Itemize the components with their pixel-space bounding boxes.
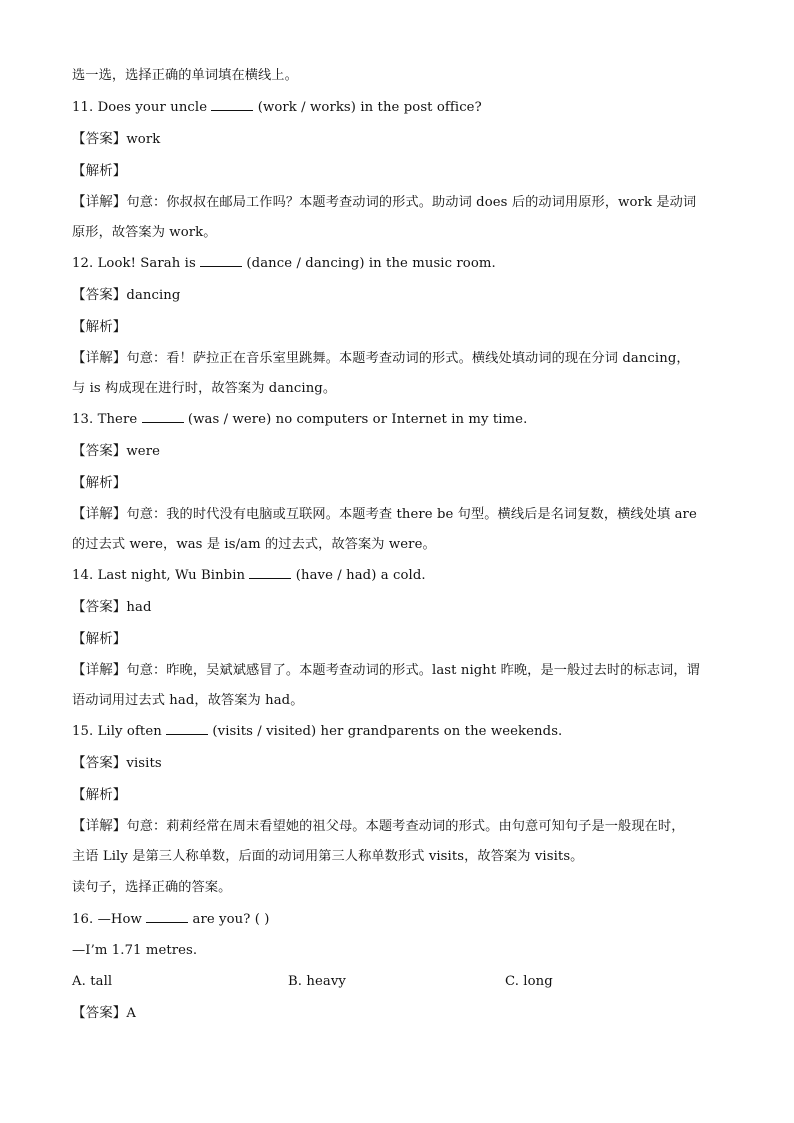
section-heading-fill-blank: 选一选，选择正确的单词填在横线上。 — [72, 68, 298, 83]
answer-tag: 【答案】 — [72, 131, 127, 147]
answer-tag: 【答案】 — [72, 287, 127, 303]
analysis-tag: 【解析】 — [72, 631, 127, 647]
detail-line — [72, 660, 700, 681]
question-16-reply: —I’m 1.71 metres. — [72, 943, 198, 958]
answer-blank — [146, 910, 188, 923]
detail-tag: 【详解】 — [72, 506, 127, 522]
question-11-options: (work / works) in the post office? — [257, 100, 482, 115]
answer-value: visits — [126, 756, 162, 771]
detail-text: 原形，故答案为 work。 — [72, 225, 217, 240]
answer-blank — [211, 98, 253, 111]
detail-text: 句意：你叔叔在邮局工作吗？本题考查动词的形式。助动词 does 后的动词用原形，work 是动词 — [126, 195, 697, 210]
answer-line — [72, 753, 162, 774]
question-13-stem: 13. There — [72, 412, 138, 427]
question-16-tail: are you? ( ) — [192, 912, 270, 927]
detail-tag: 【详解】 — [72, 662, 127, 678]
question-13 — [72, 410, 527, 430]
detail-text: 主语 Lily 是第三人称单数，后面的动词用第三人称单数形式 visits，故答案为 visits。 — [72, 849, 584, 864]
option-c: C. long — [505, 974, 553, 989]
detail-text: 语动词用过去式 had，故答案为 had。 — [72, 693, 304, 708]
answer-line — [72, 1003, 136, 1024]
option-a: A. tall — [72, 974, 113, 989]
analysis-tag: 【解析】 — [72, 787, 127, 803]
answer-value: work — [126, 132, 161, 147]
question-12-stem: 12. Look! Sarah is — [72, 256, 196, 271]
question-11-stem: 11. Does your uncle — [72, 100, 208, 115]
answer-line — [72, 597, 152, 618]
answer-value: had — [126, 600, 152, 615]
detail-tag: 【详解】 — [72, 350, 127, 366]
question-14-stem: 14. Last night, Wu Binbin — [72, 568, 246, 583]
question-11 — [72, 98, 482, 118]
analysis-tag: 【解析】 — [72, 319, 127, 335]
detail-line — [72, 192, 696, 213]
detail-tag: 【详解】 — [72, 818, 127, 834]
answer-blank — [142, 410, 184, 423]
detail-text: 句意：我的时代没有电脑或互联网。本题考查 there be 句型。横线后是名词复数，横线处填 are — [126, 507, 697, 522]
analysis-tag: 【解析】 — [72, 163, 127, 179]
answer-value: were — [126, 444, 161, 459]
detail-line — [72, 348, 690, 369]
question-12 — [72, 254, 496, 274]
answer-line — [72, 441, 160, 462]
answer-tag: 【答案】 — [72, 443, 127, 459]
question-16-stem: 16. —How — [72, 912, 142, 927]
answer-line — [72, 129, 160, 150]
question-16 — [72, 910, 269, 930]
answer-blank — [166, 722, 208, 735]
question-14-options: (have / had) a cold. — [295, 568, 426, 583]
question-15-options: (visits / visited) her grandparents on the weekends. — [212, 724, 563, 739]
answer-line — [72, 285, 180, 306]
question-15-stem: 15. Lily often — [72, 724, 162, 739]
answer-value: A — [126, 1006, 137, 1021]
answer-value: dancing — [126, 288, 181, 303]
question-14 — [72, 566, 426, 586]
detail-tag: 【详解】 — [72, 194, 127, 210]
detail-line — [72, 816, 684, 837]
detail-text: 句意：看！萨拉正在音乐室里跳舞。本题考查动词的形式。横线处填动词的现在分词 dancing， — [126, 351, 690, 366]
detail-text: 句意：昨晚，吴斌斌感冒了。本题考查动词的形式。last night 昨晚，是一般过去时的标志词，谓 — [126, 663, 700, 678]
question-13-options: (was / were) no computers or Internet in my time. — [187, 412, 528, 427]
analysis-tag: 【解析】 — [72, 475, 127, 491]
answer-tag: 【答案】 — [72, 755, 127, 771]
answer-blank — [200, 254, 242, 267]
answer-tag: 【答案】 — [72, 599, 127, 615]
detail-line — [72, 504, 697, 525]
section-heading-read: 读句子，选择正确的答案。 — [72, 880, 232, 895]
answer-tag: 【答案】 — [72, 1005, 127, 1021]
question-12-options: (dance / dancing) in the music room. — [246, 256, 496, 271]
option-b: B. heavy — [288, 974, 346, 989]
answer-blank — [249, 566, 291, 579]
detail-text: 的过去式 were，was 是 is/am 的过去式，故答案为 were。 — [72, 537, 436, 552]
detail-text: 句意：莉莉经常在周末看望她的祖父母。本题考查动词的形式。由句意可知句子是一般现在时， — [126, 819, 685, 834]
question-15 — [72, 722, 562, 742]
detail-text: 与 is 构成现在进行时，故答案为 dancing。 — [72, 381, 337, 396]
